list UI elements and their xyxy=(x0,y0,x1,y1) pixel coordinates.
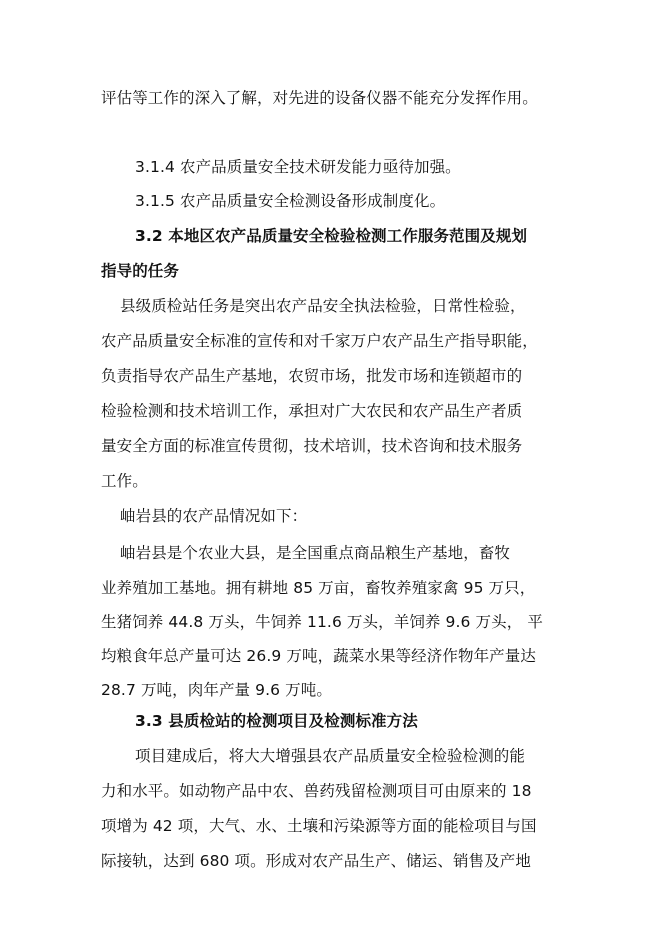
paragraph-line: 工作。 xyxy=(101,472,148,490)
paragraph-line: 项目建成后，将大大增强县农产品质量安全检验检测的能 xyxy=(135,747,526,765)
paragraph-line: 农产品质量安全标准的宣传和对千家万户农产品生产指导职能， xyxy=(101,332,538,350)
paragraph-line: 际接轨，达到 680 项。形成对农产品生产、储运、销售及产地 xyxy=(101,852,531,870)
paragraph-line: 县级质检站任务是突出农产品安全执法检验，日常性检验， xyxy=(120,297,526,315)
paragraph-line: 均粮食年总产量可达 26.9 万吨，蔬菜水果等经济作物年产量达 xyxy=(101,647,536,665)
paragraph-line: 岫岩县是个农业大县，是全国重点商品粮生产基地，畜牧 xyxy=(120,544,511,562)
text-line: 评估等工作的深入了解，对先进的设备仪器不能充分发挥作用。 xyxy=(101,89,538,107)
section-3-2-heading-cont: 指导的任务 xyxy=(101,262,180,280)
paragraph-line: 生猪饲养 44.8 万头，牛饲养 11.6 万头，羊饲养 9.6 万头， 平 xyxy=(101,613,543,631)
paragraph-line: 业养殖加工基地。拥有耕地 85 万亩，畜牧养殖家禽 95 万只， xyxy=(101,579,536,597)
section-3-1-4: 3.1.4 农产品质量安全技术研发能力亟待加强。 xyxy=(135,158,461,176)
section-3-3-heading: 3.3 县质检站的检测项目及检测标准方法 xyxy=(135,712,418,730)
paragraph-line: 检验检测和技术培训工作，承担对广大农民和农产品生产者质 xyxy=(101,402,523,420)
paragraph-line: 项增为 42 项，大气、水、土壤和污染源等方面的能检项目与国 xyxy=(101,817,537,835)
section-3-1-5: 3.1.5 农产品质量安全检测设备形成制度化。 xyxy=(135,192,446,210)
section-3-2-heading: 3.2 本地区农产品质量安全检验检测工作服务范围及规划 xyxy=(135,227,528,245)
paragraph-line: 力和水平。如动物产品中农、兽药残留检测项目可由原来的 18 xyxy=(101,782,532,800)
paragraph-line: 量安全方面的标准宣传贯彻，技术培训，技术咨询和技术服务 xyxy=(101,437,523,455)
paragraph-line: 岫岩县的农产品情况如下： xyxy=(120,507,308,525)
paragraph-line: 负责指导农产品生产基地，农贸市场，批发市场和连锁超市的 xyxy=(101,367,523,385)
paragraph-line: 28.7 万吨，肉年产量 9.6 万吨。 xyxy=(101,681,332,699)
